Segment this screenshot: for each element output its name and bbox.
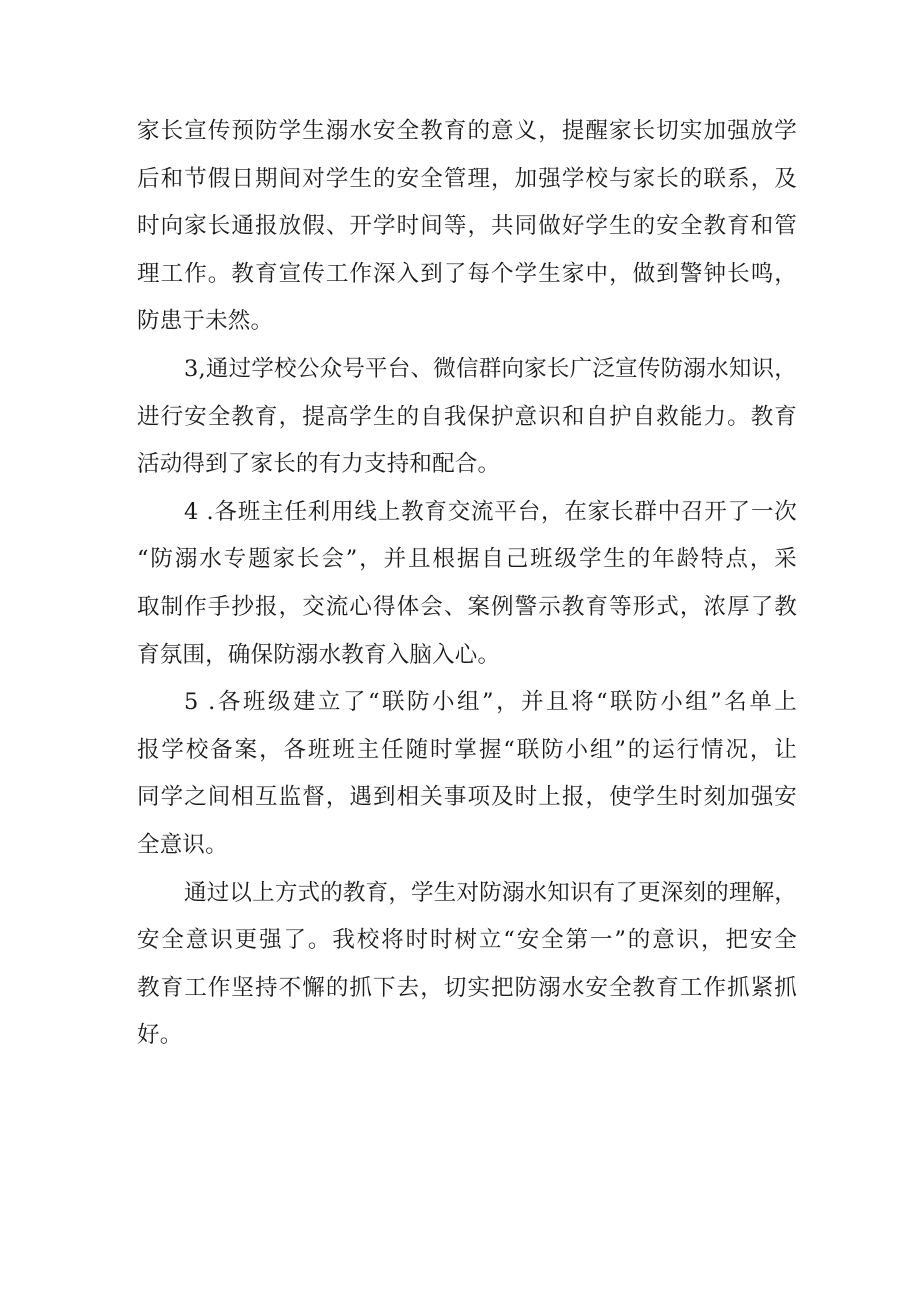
text-line: 通过以上方式的教育，学生对防溺水知识有了更深刻的理解， — [184, 879, 797, 906]
paragraph-intro-continuation — [137, 108, 797, 346]
text-line: 教育工作坚持不懈的抓下去，切实把防溺水安全教育工作抓紧抓 — [137, 974, 797, 1001]
text-line: 家长宣传预防学生溺水安全教育的意义，提醒家长切实加强放学 — [137, 118, 797, 144]
text-line: 4 .各班主任利用线上教育交流平台，在家长群中召开了一次 — [184, 498, 797, 525]
paragraph-item-3 — [137, 346, 797, 489]
text-line: 时向家长通报放假、开学时间等，共同做好学生的安全教育和管 — [137, 213, 797, 240]
text-line: 进行安全教育，提高学生的自我保护意识和自护自救能力。教育 — [137, 403, 797, 430]
text-line: 5 .各班级建立了“联防小组”，并且将“联防小组”名单上 — [184, 689, 797, 716]
text-line: “防溺水专题家长会”，并且根据自己班级学生的年龄特点，采 — [137, 546, 797, 573]
text-line: 3,通过学校公众号平台、微信群向家长广泛宣传防溺水知识， — [184, 355, 797, 382]
paragraph-item-4 — [137, 489, 797, 679]
text-line: 好。 — [137, 1022, 183, 1049]
text-line: 理工作。教育宣传工作深入到了每个学生家中，做到警钟长鸣， — [137, 260, 797, 287]
text-line: 报学校备案，各班班主任随时掌握“联防小组”的运行情况，让 — [137, 736, 797, 763]
text-line: 育氛围，确保防溺水教育入脑入心。 — [137, 641, 501, 668]
text-line: 后和节假日期间对学生的安全管理，加强学校与家长的联系，及 — [137, 165, 797, 192]
text-line: 全意识。 — [137, 831, 228, 858]
text-line: 活动得到了家长的有力支持和配合。 — [137, 451, 501, 478]
paragraph-conclusion — [137, 870, 797, 1060]
text-line: 防患于未然。 — [137, 308, 274, 335]
text-line: 取制作手抄报，交流心得体会、案例警示教育等形式，浓厚了教 — [137, 593, 797, 620]
text-line: 安全意识更强了。我校将时时树立“安全第一”的意识，把安全 — [137, 927, 797, 954]
text-line: 同学之间相互监督，遇到相关事项及时上报，使学生时刻加强安 — [137, 784, 797, 811]
paragraph-item-5 — [137, 679, 797, 869]
document-body — [137, 108, 797, 1060]
